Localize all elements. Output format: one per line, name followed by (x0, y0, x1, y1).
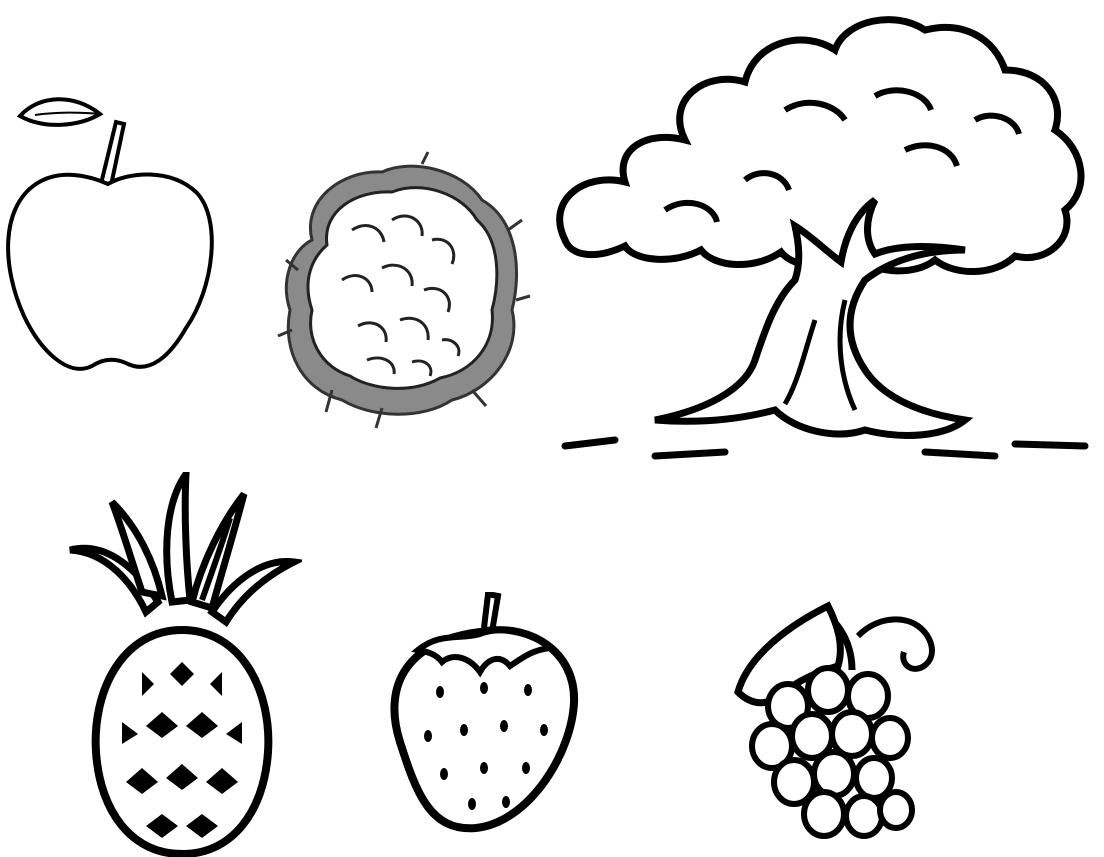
strawberry-icon (380, 592, 580, 837)
grapes-icon (728, 596, 968, 856)
pineapple-icon (62, 472, 302, 857)
tree-icon (545, 0, 1100, 480)
cauliflower-icon (272, 150, 532, 430)
apple-icon (0, 88, 220, 383)
